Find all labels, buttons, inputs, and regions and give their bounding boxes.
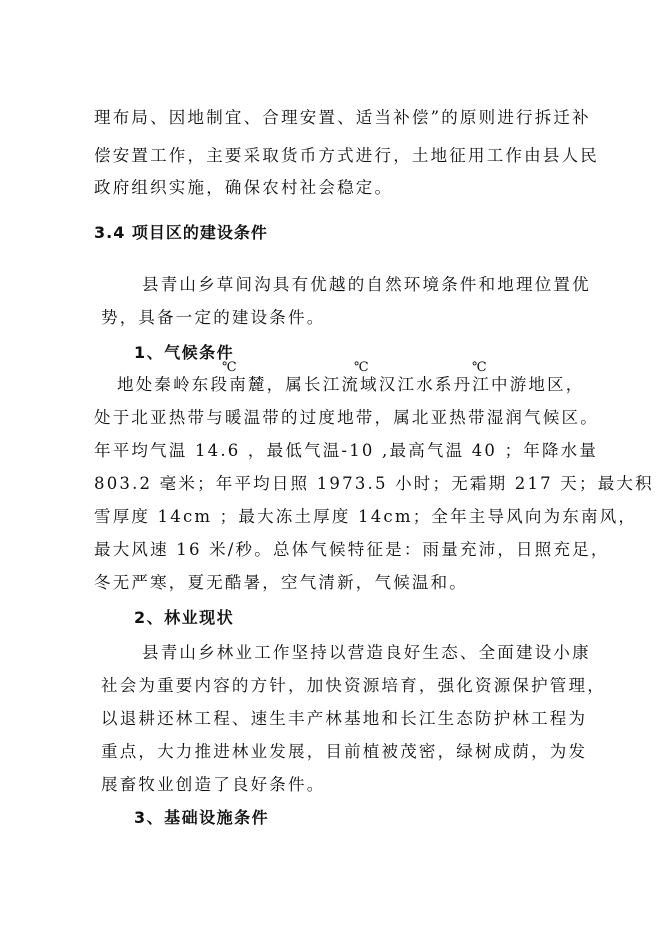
climate-line: 803.2 毫米；年平均日照 1973.5 小时；无霜期 217 天；最大积: [94, 474, 654, 493]
degree-symbol: ℃: [472, 360, 487, 375]
degree-symbol: ℃: [354, 360, 369, 375]
forestry-title: 2、林业现状: [134, 608, 235, 627]
section-intro-line: 县青山乡草间沟具有优越的自然环境条件和地理位置优: [142, 275, 591, 294]
forestry-line: 以退耕还林工程、速生丰产林基地和长江生态防护林工程为: [101, 709, 588, 728]
climate-line: 雪厚度 14cm ；最大冻土厚度 14cm；全年主导风向为东南风，: [94, 507, 638, 526]
intro-line: 偿安置工作，主要采取货币方式进行，土地征用工作由县人民: [94, 146, 599, 165]
infrastructure-title: 3、基础设施条件: [134, 808, 270, 827]
forestry-line: 社会为重要内容的方针，加快资源培育，强化资源保护管理，: [101, 676, 606, 695]
degree-symbol: ℃: [222, 360, 237, 375]
section-heading: 3.4 项目区的建设条件: [94, 223, 268, 242]
climate-title: 1、气候条件: [134, 343, 235, 362]
section-intro-line: 势，具备一定的建设条件。: [101, 308, 326, 327]
forestry-line: 展畜牧业创造了良好条件。: [101, 775, 326, 794]
climate-line: 处于北亚热带与暖温带的过度地带，属北亚热带湿润气候区。: [94, 408, 599, 427]
climate-line: 最大风速 16 米/秒。总体气候特征是：雨量充沛，日照充足，: [94, 540, 610, 559]
intro-line: 政府组织实施，确保农村社会稳定。: [94, 178, 394, 197]
climate-line: 地处秦岭东段南麓，属长江流域汉江水系丹江中游地区，: [117, 375, 585, 394]
forestry-line: 县青山乡林业工作坚持以营造良好生态、全面建设小康: [142, 643, 591, 662]
climate-line: 冬无严寒，夏无酷暑，空气清新，气候温和。: [94, 573, 468, 592]
climate-line: 年平均气温 14.6 ，最低气温-10 ,最高气温 40 ；年降水量: [94, 441, 599, 460]
forestry-line: 重点，大力推进林业发展，目前植被茂密，绿树成荫，为发: [101, 742, 588, 761]
intro-line: 理布局、因地制宜、合理安置、适当补偿”的原则进行拆迁补: [94, 108, 591, 127]
